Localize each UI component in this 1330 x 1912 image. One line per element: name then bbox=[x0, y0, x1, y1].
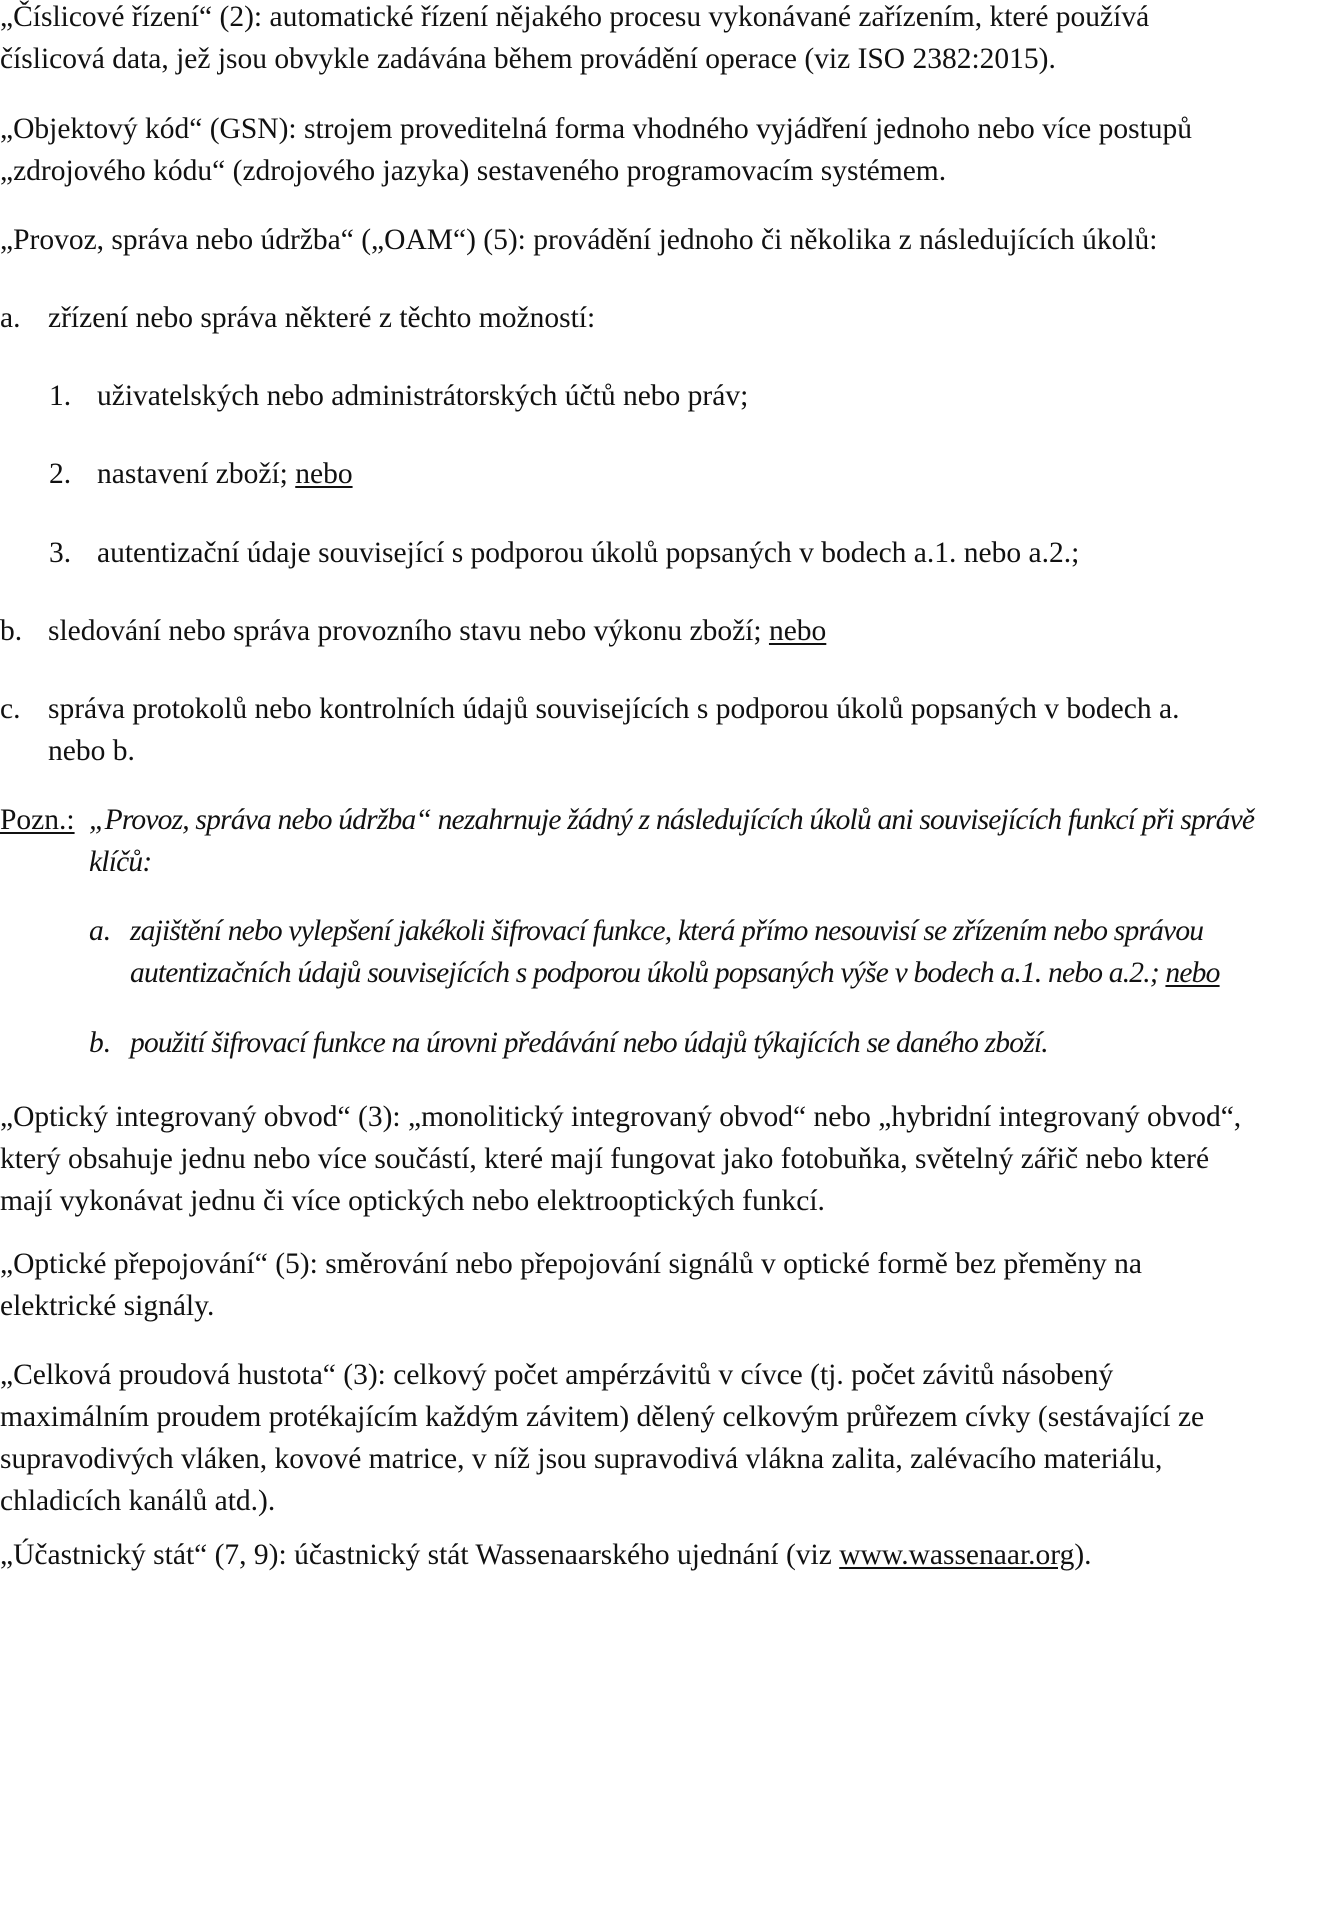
list-item-text: nastavení zboží; bbox=[97, 458, 288, 490]
list-marker: a. bbox=[89, 915, 112, 947]
text-line: chladicích kanálů atd.). bbox=[0, 1485, 276, 1517]
text-line: „Provoz, správa nebo údržba“ nezahrnuje žádný z následujících úkolů ani souvisejících funkcí při správě bbox=[89, 804, 1255, 836]
text-line bbox=[130, 952, 1220, 994]
text-line: „Číslicové řízení“ (2): automatické řízení nějakého procesu vykonávané zařízením, které používá bbox=[0, 1, 1150, 33]
text-line: elektrické signály. bbox=[0, 1290, 215, 1322]
list-marker: c. bbox=[0, 693, 21, 725]
definition-oam-intro: „Provoz, správa nebo údržba“ („OAM“) (5): provádění jednoho či několika z následujících úkolů: bbox=[0, 224, 1158, 256]
list-item-a3: autentizační údaje související s podporou úkolů popsaných v bodech a.1. nebo a.2.; bbox=[97, 537, 1080, 569]
definition-celkova-proudova-hustota bbox=[0, 1354, 1204, 1522]
underlined-nebo: nebo bbox=[768, 615, 827, 647]
text-line: supravodivých vláken, kovové matrice, v níž jsou supravodivá vlákna zalita, zalévacího materiálu, bbox=[0, 1443, 1163, 1475]
definition-opticke-prepojovani bbox=[0, 1243, 1142, 1327]
text-line: který obsahuje jednu nebo více součástí, které mají fungovat jako fotobuňka, světelný zářič nebo které bbox=[0, 1143, 1210, 1175]
note-text bbox=[89, 799, 1254, 883]
note-item-b: použití šifrovací funkce na úrovni předávání nebo údajů týkajících se daného zboží. bbox=[130, 1027, 1048, 1059]
list-marker: a. bbox=[0, 302, 21, 334]
list-item-b bbox=[48, 610, 826, 652]
text-line: maximálním proudem protékajícím každým závitem) dělený celkovým průřezem cívky (sestávající ze bbox=[0, 1401, 1205, 1433]
underlined-nebo: nebo bbox=[1165, 957, 1220, 989]
text-line: nebo b. bbox=[48, 735, 135, 767]
definition-opticky-integrovany-obvod bbox=[0, 1096, 1241, 1222]
text-line: mají vykonávat jednu či více optických nebo elektrooptických funkcí. bbox=[0, 1185, 825, 1217]
text-line: „Optický integrovaný obvod“ (3): „monolitický integrovaný obvod“ nebo „hybridní integrovaný obvod“, bbox=[0, 1101, 1242, 1133]
text-line: klíčů: bbox=[89, 846, 152, 878]
text-line: správa protokolů nebo kontrolních údajů souvisejících s podporou úkolů popsaných v bodech a. bbox=[48, 693, 1180, 725]
wassenaar-link[interactable]: www.wassenaar.org bbox=[839, 1539, 1075, 1571]
definition-tail: ). bbox=[1074, 1539, 1092, 1571]
list-marker: 2. bbox=[49, 458, 72, 490]
list-item-text: sledování nebo správa provozního stavu nebo výkonu zboží; bbox=[48, 615, 762, 647]
definition-objektovy-kod bbox=[0, 108, 1192, 192]
list-item-a: zřízení nebo správa některé z těchto možností: bbox=[48, 302, 596, 334]
list-marker: b. bbox=[89, 1027, 112, 1059]
list-item-a1: uživatelských nebo administrátorských účtů nebo práv; bbox=[97, 380, 749, 412]
note-item-a bbox=[130, 910, 1220, 994]
text-line: číslicová data, jež jsou obvykle zadávána během provádění operace (viz ISO 2382:2015). bbox=[0, 43, 1056, 75]
list-item-c bbox=[48, 688, 1179, 772]
list-item-a2 bbox=[97, 453, 353, 495]
list-marker: 3. bbox=[49, 537, 72, 569]
note-item-text: autentizačních údajů souvisejících s podporou úkolů popsaných výše v bodech a.1. nebo a.2.; bbox=[130, 957, 1159, 989]
note-label: Pozn.: bbox=[0, 804, 75, 836]
definition-ucastnicky-stat bbox=[0, 1534, 1092, 1576]
text-line: „Objektový kód“ (GSN): strojem proveditelná forma vhodného vyjádření jednoho nebo více postupů bbox=[0, 113, 1193, 145]
text-line: „Optické přepojování“ (5): směrování nebo přepojování signálů v optické formě bez přeměny na bbox=[0, 1248, 1142, 1280]
list-marker: b. bbox=[0, 615, 23, 647]
definition-ciselne-rizeni bbox=[0, 0, 1149, 80]
definition-text: „Účastnický stát“ (7, 9): účastnický stát Wassenaarského ujednání (viz bbox=[0, 1539, 832, 1571]
list-marker: 1. bbox=[49, 380, 72, 412]
text-line: „zdrojového kódu“ (zdrojového jazyka) sestaveného programovacím systémem. bbox=[0, 155, 947, 187]
text-line: „Celková proudová hustota“ (3): celkový počet ampérzávitů v cívce (tj. počet závitů násobený bbox=[0, 1359, 1114, 1391]
text-line: zajištění nebo vylepšení jakékoli šifrovací funkce, která přímo nesouvisí se zřízením nebo správou bbox=[130, 915, 1204, 947]
underlined-nebo: nebo bbox=[295, 458, 353, 490]
